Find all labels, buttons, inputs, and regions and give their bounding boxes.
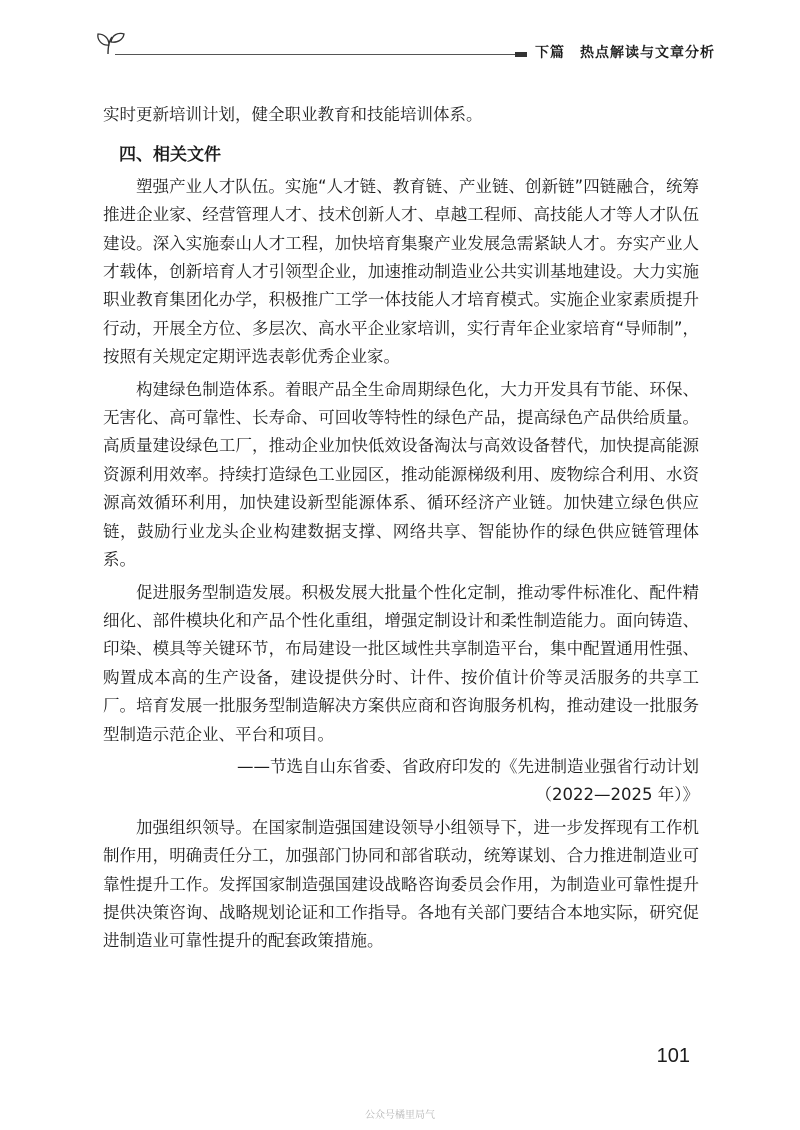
paragraph-talent: 塑强产业人才队伍。实施“人才链、教育链、产业链、创新链”四链融合，统筹推进企业家、经营管理人才、技术创新人才、卓越工程师、高技能人才等人才队伍建设。深入实施泰山人才工程，加快培育集聚产业发展急需紧缺人才。夯实产业人才载体，创新培育人才引领型企业，加速推动制造业公共实训基地建设。大力实施职业教育集团化办学，积极推广工学一体技能人才培育模式。实施企业家素质提升行动，开展全方位、多层次、高水平企业家培训，实行青年企业家培育“导师制”，按照有关规定定期评选表彰优秀企业家。: [103, 176, 699, 367]
section-heading: 四、相关文件: [119, 145, 221, 166]
paragraph-service-manufacturing: 促进服务型制造发展。积极发展大批量个性化定制，推动零件标准化、配件精细化、部件模块化和产品个性化重组，增强定制设计和柔性制造能力。面向铸造、印染、模具等关键环节，布局建设一批区域性共享制造平台，集中配置通用性强、购置成本高的生产设备，建设提供分时、计件、按价值计价等灵活服务的共享工厂。培育发展一批服务型制造解决方案供应商和咨询服务机构，推动建设一批服务型制造示范企业、平台和项目。: [103, 582, 699, 744]
page-body: [103, 101, 699, 956]
source-citation-line1: ——节选自山东省委、省政府印发的《先进制造业强省行动计划: [237, 756, 699, 776]
header-rule: [115, 54, 515, 55]
header-title: 下篇 热点解读与文章分析: [535, 45, 715, 61]
watermark: 公众号橘里局气: [365, 1110, 435, 1121]
continued-paragraph: 实时更新培训计划，健全职业教育和技能培训体系。: [103, 105, 483, 124]
page-number: 101: [656, 1045, 690, 1067]
header-rule-marker: [515, 52, 527, 57]
source-citation-line2: （2022—2025 年）》: [535, 785, 699, 805]
paragraph-green-manufacturing: 构建绿色制造体系。着眼产品全生命周期绿色化，大力开发具有节能、环保、无害化、高可靠性、长寿命、可回收等特性的绿色产品，提高绿色产品供给质量。高质量建设绿色工厂，推动企业加快低效设备淘汰与高效设备替代，加快提高能源资源利用效率。持续打造绿色工业园区，推动能源梯级利用、废物综合利用、水资源高效循环利用，加快建设新型能源体系、循环经济产业链。加快建立绿色供应链，鼓励行业龙头企业构建数据支撑、网络共享、智能协作的绿色供应链管理体系。: [103, 379, 699, 570]
running-header: [95, 22, 715, 62]
paragraph-organization: 加强组织领导。在国家制造强国建设领导小组领导下，进一步发挥现有工作机制作用，明确责任分工，加强部门协同和部省联动，统筹谋划、合力推进制造业可靠性提升工作。发挥国家制造强国建设战略咨询委员会作用，为制造业可靠性提升提供决策咨询、战略规划论证和工作指导。各地有关部门要结合本地实际，研究促进制造业可靠性提升的配套政策措施。: [103, 817, 699, 951]
sprout-leaf-icon: [95, 30, 129, 56]
